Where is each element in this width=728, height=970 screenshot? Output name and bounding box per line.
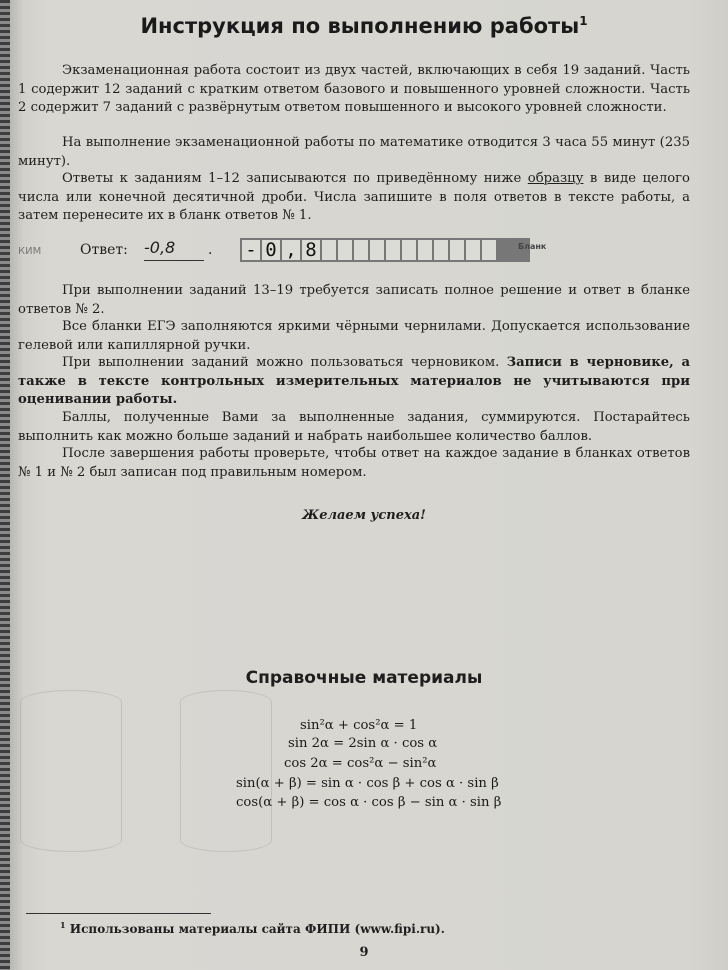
instruction-paragraph: Баллы, полученные Вами за выполненные задания, суммируются. Постарайтесь выполнить как можно больше заданий и набрать наибольшее количество баллов.: [18, 410, 690, 444]
instruction-paragraph: Экзаменационная работа состоит из двух частей, включающих в себя 19 заданий. Часть 1 содержит 12 заданий с кратким ответом базового и повышенного уровней сложности. Часть 2 содержит 7 заданий с развёрнутым ответом повышенного и высокого уровней сложности.: [18, 63, 690, 115]
form-cell: 0: [262, 240, 280, 260]
page-number: 9: [359, 945, 369, 960]
title-footnote-mark: 1: [579, 14, 588, 28]
form-cell: -: [242, 240, 260, 260]
title-text: Инструкция по выполнению работы: [140, 14, 580, 38]
answer-period: .: [208, 242, 213, 258]
form-cell: 8: [302, 240, 320, 260]
bold-text: Записи в черновике, а также в тексте контрольных измерительных материалов не учитываются при оценивании работы.: [18, 355, 690, 407]
form-cell: [418, 240, 432, 260]
reference-title: Справочные материалы: [245, 668, 483, 688]
formula: cos(α + β) = cos α · cos β − sin α · sin β: [236, 795, 502, 810]
footnote-mark: 1: [60, 920, 66, 930]
instruction-paragraph: После завершения работы проверьте, чтобы ответ на каждое задание в бланках ответов № 1 и № 2 был записан под правильным номером.: [18, 446, 690, 480]
form-cell: [322, 240, 336, 260]
paragraph-text: Ответы к заданиям 1–12 записываются по приведённому ниже: [62, 171, 528, 186]
instruction-paragraph: На выполнение экзаменационной работы по математике отводится 3 часа 55 минут (235 минут).: [18, 135, 690, 169]
bleed-through-shape: [180, 690, 272, 852]
page-title: [0, 14, 728, 38]
formula: sin 2α = 2sin α · cos α: [288, 736, 438, 751]
answer-form-cells: [240, 238, 530, 262]
answer-value: -0,8: [144, 238, 204, 261]
form-cell: [354, 240, 368, 260]
form-cell: [386, 240, 400, 260]
paragraph-text: в виде целого числа или конечной десятичной дроби. Числа запишите в поля ответов в тексте работы, а затем перенесите их в бланк ответов № 1.: [18, 171, 690, 223]
formula: sin(α + β) = sin α · cos β + cos α · sin β: [236, 776, 499, 791]
form-cell: [338, 240, 352, 260]
form-cell: [450, 240, 464, 260]
bleed-through-shape: [20, 690, 122, 852]
good-luck-wish: Желаем успеха!: [302, 508, 426, 523]
form-cell: [466, 240, 480, 260]
underlined-word: образцу: [527, 171, 584, 186]
kim-label: КИМ: [18, 246, 42, 257]
form-cell: [434, 240, 448, 260]
paragraph-text: При выполнении заданий можно пользоваться черновиком.: [62, 355, 507, 370]
instruction-paragraph: При выполнении заданий 13–19 требуется записать полное решение и ответ в бланке ответов № 2.: [18, 283, 690, 317]
form-cell: ,: [282, 240, 300, 260]
blank-label: Бланк: [518, 242, 547, 251]
form-cell: [482, 240, 496, 260]
formula: cos 2α = cos²α − sin²α: [284, 756, 437, 771]
answer-sample: [18, 238, 698, 268]
footnote-text: Использованы материалы сайта ФИПИ (www.fipi.ru).: [69, 922, 445, 936]
footnote: [60, 920, 445, 936]
footnote-divider: [26, 913, 211, 914]
instruction-paragraph: [18, 170, 690, 226]
instruction-paragraph: [18, 354, 690, 410]
instruction-paragraph: Все бланки ЕГЭ заполняются яркими чёрными чернилами. Допускается использование гелевой или капиллярной ручки.: [18, 319, 690, 353]
answer-label: Ответ:: [80, 242, 128, 258]
form-cell: [402, 240, 416, 260]
form-cell: [370, 240, 384, 260]
formula: sin²α + cos²α = 1: [300, 718, 418, 733]
book-binding: [0, 0, 10, 970]
